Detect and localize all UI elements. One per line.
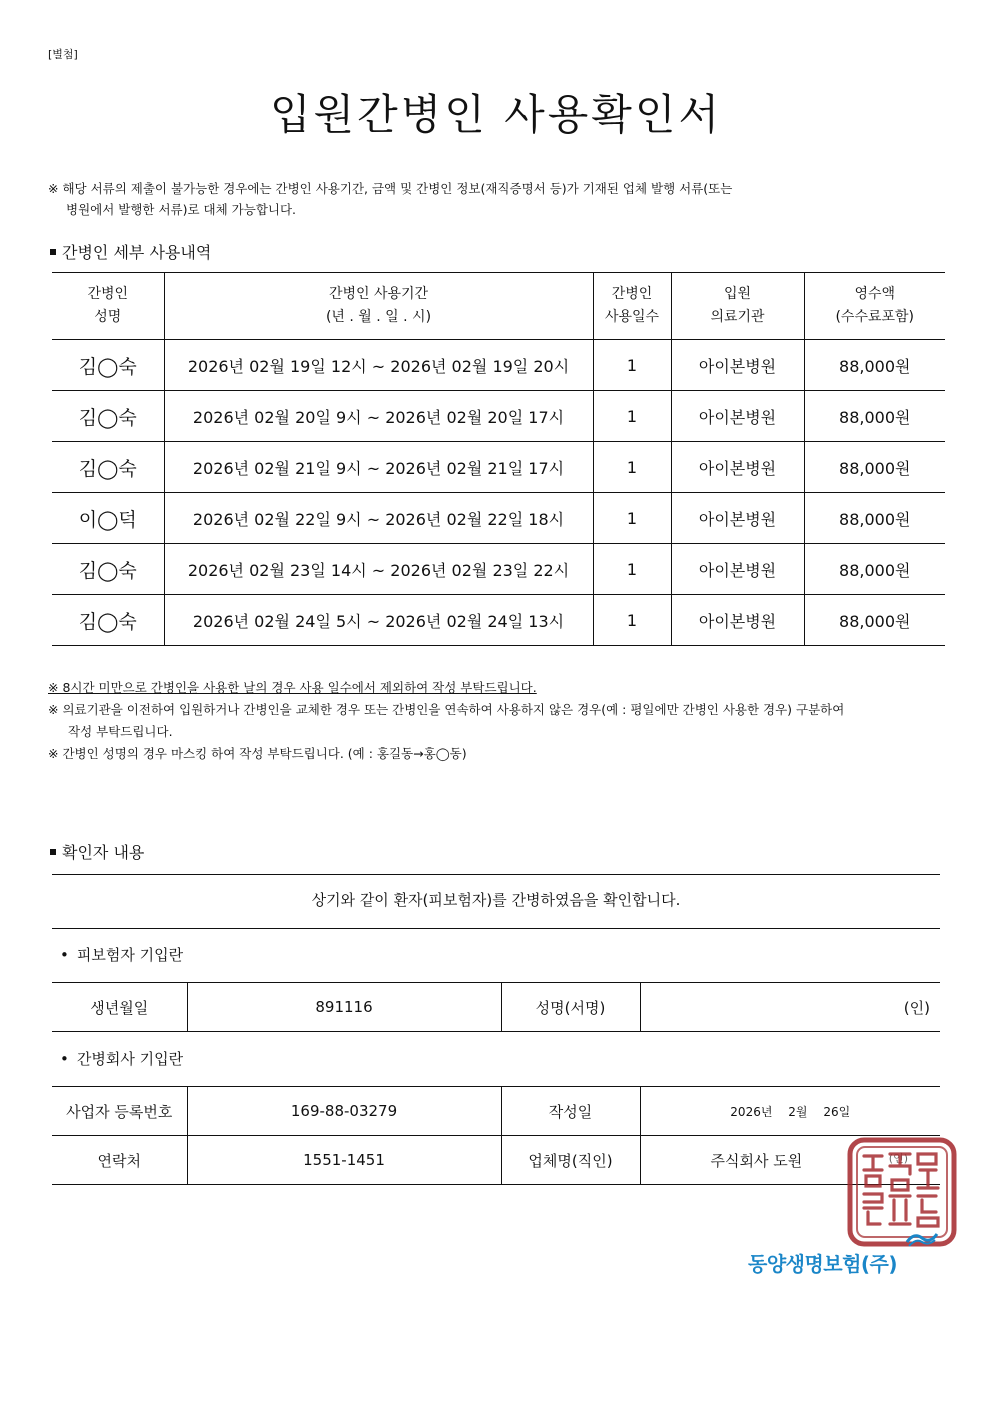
table-row bbox=[52, 442, 945, 493]
date-month: 2월 bbox=[788, 1104, 808, 1119]
name-sign-label: 성명(서명) bbox=[501, 983, 640, 1032]
insured-heading-text: 피보험자 기입란 bbox=[76, 946, 184, 964]
date-label: 작성일 bbox=[501, 1087, 640, 1136]
insured-subheading bbox=[60, 944, 183, 965]
note-3: ※ 간병인 성명의 경우 마스킹 하여 작성 부탁드립니다. (예 : 홍길동→홍◯동) bbox=[48, 746, 467, 761]
date-value[interactable] bbox=[640, 1087, 940, 1136]
divider bbox=[52, 874, 940, 875]
divider bbox=[52, 928, 940, 929]
hospital-name: 아이본병원 bbox=[671, 595, 804, 646]
hospital-name: 아이본병원 bbox=[671, 544, 804, 595]
caregiver-name: 김◯숙 bbox=[52, 340, 164, 391]
amount: 88,000원 bbox=[804, 595, 945, 646]
table-row bbox=[52, 493, 945, 544]
insured-table bbox=[52, 982, 940, 1032]
note-2-cont: 작성 부탁드립니다. bbox=[68, 724, 173, 739]
bullet-square-icon bbox=[50, 249, 56, 255]
confirm-statement: 상기와 같이 환자(피보험자)를 간병하였음을 확인합니다. bbox=[311, 891, 681, 909]
reg-number-label: 사업자 등록번호 bbox=[52, 1087, 187, 1136]
usage-notes bbox=[48, 677, 948, 765]
header-name: 간병인 성명 bbox=[52, 273, 164, 340]
table-row bbox=[52, 1136, 940, 1185]
company-subheading bbox=[60, 1048, 183, 1069]
top-notice-line2: 병원에서 발행한 서류)로 대체 가능합니다. bbox=[66, 202, 297, 217]
company-table bbox=[52, 1086, 940, 1185]
top-notice bbox=[48, 178, 928, 220]
company-name-value: 주식회사 도원 bbox=[710, 1151, 803, 1170]
note-2: ※ 의료기관을 이전하여 입원하거나 간병인을 교체한 경우 또는 간병인을 연속하여 사용하지 않은 경우(예 : 평일에만 간병인 사용한 경우) 구분하여 bbox=[48, 702, 845, 717]
company-seal-stamp bbox=[846, 1136, 958, 1248]
usage-days: 1 bbox=[593, 391, 671, 442]
hospital-name: 아이본병원 bbox=[671, 340, 804, 391]
company-name-label: 업체명(직인) bbox=[501, 1136, 640, 1185]
usage-days: 1 bbox=[593, 442, 671, 493]
header-hospital: 입원 의료기관 bbox=[671, 273, 804, 340]
header-days: 간병인 사용일수 bbox=[593, 273, 671, 340]
brand-logo-text: 동양생명보험(주) bbox=[748, 1252, 898, 1276]
table-row bbox=[52, 391, 945, 442]
brand-wave-icon bbox=[905, 1226, 939, 1248]
seal-mark: (인) bbox=[903, 998, 930, 1017]
usage-table bbox=[52, 272, 945, 646]
usage-heading-text: 간병인 세부 사용내역 bbox=[62, 243, 212, 262]
table-row bbox=[52, 983, 940, 1032]
bullet-dot-icon: • bbox=[60, 946, 69, 964]
table-row bbox=[52, 1087, 940, 1136]
caregiver-name: 김◯숙 bbox=[52, 595, 164, 646]
reg-number-value[interactable]: 169-88-03279 bbox=[187, 1087, 501, 1136]
usage-days: 1 bbox=[593, 493, 671, 544]
bullet-square-icon bbox=[50, 849, 56, 855]
dob-value[interactable]: 891116 bbox=[187, 983, 501, 1032]
date-day: 26일 bbox=[823, 1104, 851, 1119]
name-sign-field[interactable] bbox=[640, 983, 940, 1032]
confirm-heading-text: 확인자 내용 bbox=[62, 843, 145, 862]
usage-period: 2026년 02월 23일 14시 ~ 2026년 02월 23일 22시 bbox=[164, 544, 593, 595]
note-1: ※ 8시간 미만으로 간병인을 사용한 날의 경우 사용 일수에서 제외하여 작성 부탁드립니다. bbox=[48, 680, 537, 695]
usage-days: 1 bbox=[593, 544, 671, 595]
caregiver-name: 김◯숙 bbox=[52, 391, 164, 442]
amount: 88,000원 bbox=[804, 442, 945, 493]
bullet-dot-icon: • bbox=[60, 1050, 69, 1068]
table-row bbox=[52, 544, 945, 595]
company-seal-mark: (인) bbox=[888, 1152, 908, 1165]
table-row bbox=[52, 340, 945, 391]
caregiver-name: 이◯덕 bbox=[52, 493, 164, 544]
usage-days: 1 bbox=[593, 340, 671, 391]
company-heading-text: 간병회사 기입란 bbox=[76, 1050, 184, 1068]
contact-value[interactable]: 1551-1451 bbox=[187, 1136, 501, 1185]
top-notice-line1: ※ 해당 서류의 제출이 불가능한 경우에는 간병인 사용기간, 금액 및 간병인 정보(재직증명서 등)가 기재된 업체 발행 서류(또는 bbox=[48, 181, 733, 196]
header-amount: 영수액 (수수료포함) bbox=[804, 273, 945, 340]
amount: 88,000원 bbox=[804, 340, 945, 391]
amount: 88,000원 bbox=[804, 391, 945, 442]
table-row bbox=[52, 595, 945, 646]
amount: 88,000원 bbox=[804, 493, 945, 544]
dob-label: 생년월일 bbox=[52, 983, 187, 1032]
usage-days: 1 bbox=[593, 595, 671, 646]
hospital-name: 아이본병원 bbox=[671, 493, 804, 544]
hospital-name: 아이본병원 bbox=[671, 391, 804, 442]
page-title: 입원간병인 사용확인서 bbox=[269, 90, 723, 139]
contact-label: 연락처 bbox=[52, 1136, 187, 1185]
caregiver-name: 김◯숙 bbox=[52, 442, 164, 493]
hospital-name: 아이본병원 bbox=[671, 442, 804, 493]
usage-period: 2026년 02월 21일 9시 ~ 2026년 02월 21일 17시 bbox=[164, 442, 593, 493]
header-period: 간병인 사용기간 (년 . 월 . 일 . 시) bbox=[164, 273, 593, 340]
confirm-section-heading bbox=[50, 840, 144, 863]
caregiver-name: 김◯숙 bbox=[52, 544, 164, 595]
usage-period: 2026년 02월 20일 9시 ~ 2026년 02월 20일 17시 bbox=[164, 391, 593, 442]
amount: 88,000원 bbox=[804, 544, 945, 595]
usage-section-heading bbox=[50, 240, 211, 263]
usage-period: 2026년 02월 24일 5시 ~ 2026년 02월 24일 13시 bbox=[164, 595, 593, 646]
usage-table-header bbox=[52, 273, 945, 340]
usage-period: 2026년 02월 19일 12시 ~ 2026년 02월 19일 20시 bbox=[164, 340, 593, 391]
usage-period: 2026년 02월 22일 9시 ~ 2026년 02월 22일 18시 bbox=[164, 493, 593, 544]
date-year: 2026년 bbox=[730, 1104, 773, 1119]
attachment-label: [별첨] bbox=[48, 48, 78, 61]
